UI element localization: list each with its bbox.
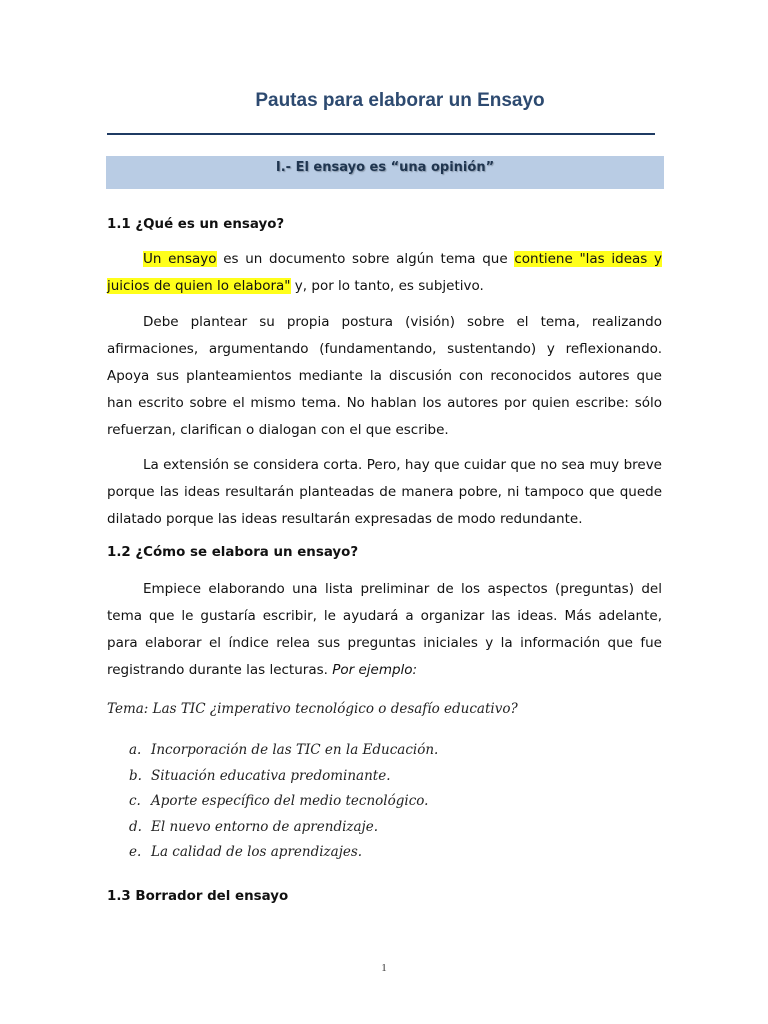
list-letter: b.: [129, 767, 142, 784]
title-divider: [107, 133, 655, 135]
highlight-ideas-juicios: contiene "las ideas y juicios de quien lo elabora": [107, 251, 662, 294]
list-item-text: El nuevo entorno de aprendizaje.: [151, 818, 379, 835]
section-banner-text: I.- El ensayo es “una opinión”: [275, 160, 495, 175]
paragraph-elaboracion: [107, 576, 662, 684]
highlight-un-ensayo: Un ensayo: [143, 251, 217, 267]
list-item: [129, 844, 438, 870]
list-letter: e.: [129, 844, 142, 860]
list-item-text: Situación educativa predominante.: [151, 767, 391, 784]
list-item-text: Aporte específico del medio tecnológico.: [151, 793, 429, 809]
paragraph-definition: [107, 246, 662, 300]
list-item-text: La calidad de los aprendizajes.: [151, 844, 363, 860]
paragraph-extension: [107, 452, 662, 533]
list-letter: d.: [129, 818, 142, 835]
list-item-text: Incorporación de las TIC en la Educación.: [151, 742, 439, 758]
paragraph-postura-text: Debe plantear su propia postura (visión) sobre el tema, realizando afirmaciones, argumentando (fundamentando, sustentando) y reflexionando. Apoya sus planteamientos mediante la discusión con reconocidos autores que han escrito sobre el mismo tema. No hablan los autores por quien escribe: sólo refuerzan, clarifican o dialogan con el que escribe.: [107, 314, 662, 438]
tema-line: Tema: Las TIC ¿imperativo tecnológico o desafío educativo?: [107, 701, 518, 717]
aspects-list: [129, 742, 438, 870]
page-number: 1: [381, 962, 387, 974]
list-letter: c.: [129, 793, 141, 809]
page-title: Pautas para elaborar un Ensayo: [255, 90, 545, 111]
heading-1-3: 1.3 Borrador del ensayo: [107, 889, 289, 904]
heading-1-2: 1.2 ¿Cómo se elabora un ensayo?: [107, 545, 359, 560]
list-item: [129, 793, 438, 819]
list-item: [129, 742, 438, 768]
paragraph-definition-text-1: es un documento sobre algún tema que: [216, 251, 515, 267]
paragraph-elaboracion-text: Empiece elaborando una lista preliminar de los aspectos (preguntas) del tema que le gustaría escribir, le ayudará a organizar las ideas. Más adelante, para elaborar el índice relea sus preguntas iniciales y la información que fue registrando durante las lecturas.: [107, 581, 662, 678]
list-item: [129, 768, 438, 794]
list-letter: a.: [129, 742, 142, 758]
paragraph-extension-text: La extensión se considera corta. Pero, hay que cuidar que no sea muy breve porque las ideas resultarán planteadas de manera pobre, ni tampoco que quede dilatado porque las ideas resultarán expresadas de modo redundante.: [107, 457, 662, 527]
paragraph-definition-text-2: y, por lo tanto, es subjetivo.: [290, 278, 484, 294]
section-banner: [106, 156, 664, 189]
list-item: [129, 819, 438, 845]
heading-1-1: 1.1 ¿Qué es un ensayo?: [107, 217, 285, 232]
paragraph-postura: [107, 309, 662, 444]
example-label: Por ejemplo:: [332, 662, 418, 678]
